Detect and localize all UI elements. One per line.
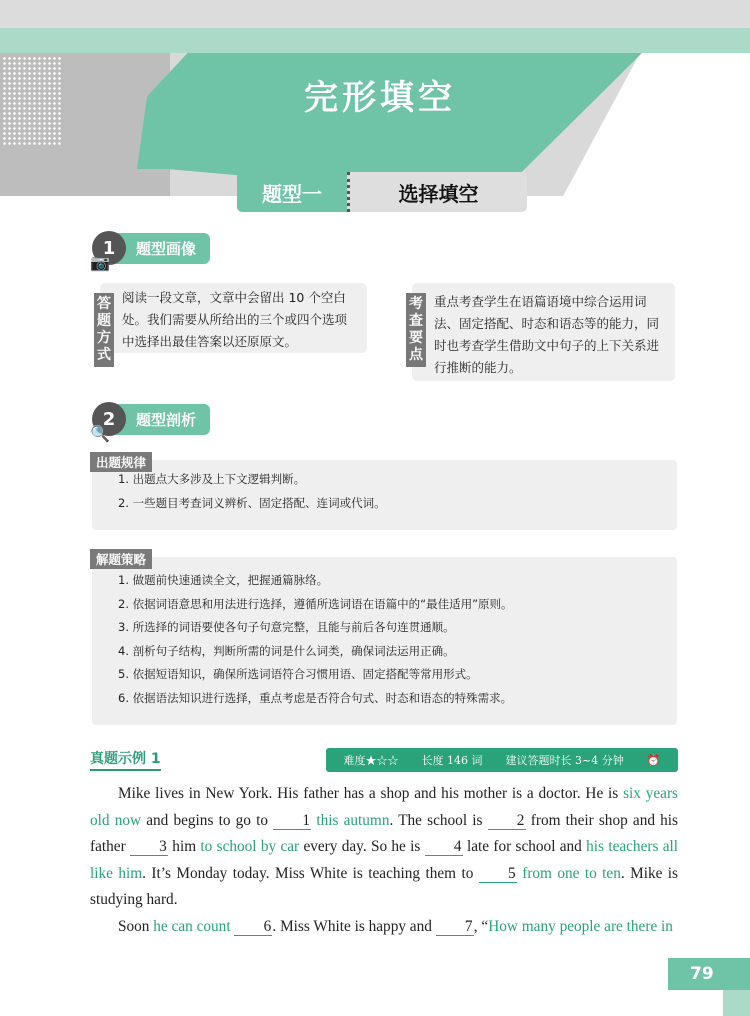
passage xyxy=(90,781,678,940)
answer-method-box xyxy=(97,283,367,363)
highlighted-phrase: from one to ten xyxy=(522,864,621,882)
length: 长度 146 词 xyxy=(421,754,483,767)
blank[interactable]: 1 xyxy=(273,812,311,830)
blank[interactable]: 2 xyxy=(488,812,526,830)
dot-pattern xyxy=(2,56,62,146)
passage-paragraph xyxy=(90,781,678,914)
blank[interactable]: 6 xyxy=(234,918,272,936)
passage-text: Soon xyxy=(118,917,154,935)
blank[interactable]: 7 xyxy=(436,918,474,936)
top-band xyxy=(0,0,750,28)
page-title: 完形填空 xyxy=(304,78,456,118)
suggested-time: 建议答题时长 3~4 分钟 xyxy=(505,754,624,767)
passage-text: . Mike is studying hard. xyxy=(90,864,678,908)
blank[interactable]: 4 xyxy=(425,838,463,856)
passage-text: . The school is xyxy=(389,811,488,829)
section-2-header xyxy=(90,402,210,443)
section-number: 1 xyxy=(92,231,126,265)
section-number: 2 xyxy=(92,402,126,436)
type-label: 题型一 xyxy=(237,172,347,212)
strategy-tag: 解题策略 xyxy=(90,549,152,569)
page-number: 79 xyxy=(668,958,750,990)
passage-text: Mike lives in New York. His father has a shop and his mother is a doctor. He is xyxy=(118,785,624,802)
highlighted-phrase: six years old now xyxy=(90,785,678,829)
answer-method-tag: 答题方式 xyxy=(94,293,114,367)
passage-text: from their shop and his father xyxy=(90,811,679,855)
highlighted-phrase: this autumn xyxy=(316,811,390,829)
passage-text: late for school and xyxy=(462,838,587,855)
rules-tag: 出题规律 xyxy=(90,452,152,472)
example-label: 真题示例 1 xyxy=(90,748,161,771)
key-points-box xyxy=(409,283,675,381)
passage-text: every day. So he is xyxy=(299,838,425,855)
top-mint-band xyxy=(0,28,750,53)
question-type-bar xyxy=(237,172,527,212)
passage-text: , “ xyxy=(473,917,489,935)
type-name: 选择填空 xyxy=(347,172,527,212)
highlighted-phrase: he can count xyxy=(153,917,231,935)
passage-text: him xyxy=(167,838,201,855)
list-item: 2. 一些题目考查词义辨析、固定搭配、连词或代词。 xyxy=(118,495,386,510)
list-item: 3. 所选择的词语要使各句子句意完整，且能与前后各句连贯通顺。 xyxy=(118,620,455,634)
camera-icon: 📷 xyxy=(90,253,110,272)
passage-text: . It’s Monday today. Miss White is teaching them to xyxy=(142,864,479,882)
strategy-list xyxy=(92,557,677,725)
highlighted-phrase: his teachers all like him xyxy=(90,838,679,882)
list-item: 2. 依据词语意思和用法进行选择，遵循所选词语在语篇中的“最佳适用”原则。 xyxy=(118,596,513,611)
list-item: 5. 依据短语知识，确保所选词语符合习惯用语、固定搭配等常用形式。 xyxy=(118,667,478,681)
highlighted-phrase: to school by car xyxy=(200,838,300,855)
section-1-header xyxy=(90,231,210,272)
answer-method-text: 阅读一段文章，文章中会留出 10 个空白处。我们需要从所给出的三个或四个选项中选择出最佳答案以还原原文。 xyxy=(122,290,348,349)
passage-text: . Miss White is happy and xyxy=(272,917,436,935)
rules-list xyxy=(92,460,677,530)
page-corner xyxy=(723,990,750,1016)
key-points-text: 重点考查学生在语篇语境中综合运用词法、固定搭配、时态和语态等的能力，同时也考查学生借助文中句子的上下关系进行推断的能力。 xyxy=(434,294,660,375)
section-label: 题型剖析 xyxy=(116,404,210,435)
highlighted-phrase: How many people are there in xyxy=(488,917,673,935)
alarm-clock-icon: ⏰ xyxy=(646,753,661,767)
list-item: 1. 出题点大多涉及上下文逻辑判断。 xyxy=(118,472,306,486)
blank[interactable]: 5 xyxy=(479,865,517,883)
difficulty: 难度★☆☆ xyxy=(343,754,399,767)
list-item: 6. 依据语法知识进行选择，重点考虑是否符合句式、时态和语态的特殊需求。 xyxy=(118,690,513,705)
key-points-tag: 考查要点 xyxy=(406,293,426,367)
example-meta-bar xyxy=(326,748,678,772)
passage-paragraph xyxy=(90,914,678,941)
passage-text: and begins to go to xyxy=(141,811,274,829)
blank[interactable]: 3 xyxy=(130,838,168,856)
magnifier-icon: 🔍 xyxy=(90,424,110,443)
list-item: 4. 剖析句子结构，判断所需的词是什么词类，确保词法运用正确。 xyxy=(118,643,455,658)
section-label: 题型画像 xyxy=(116,233,210,264)
list-item: 1. 做题前快速通读全文，把握通篇脉络。 xyxy=(118,573,329,587)
